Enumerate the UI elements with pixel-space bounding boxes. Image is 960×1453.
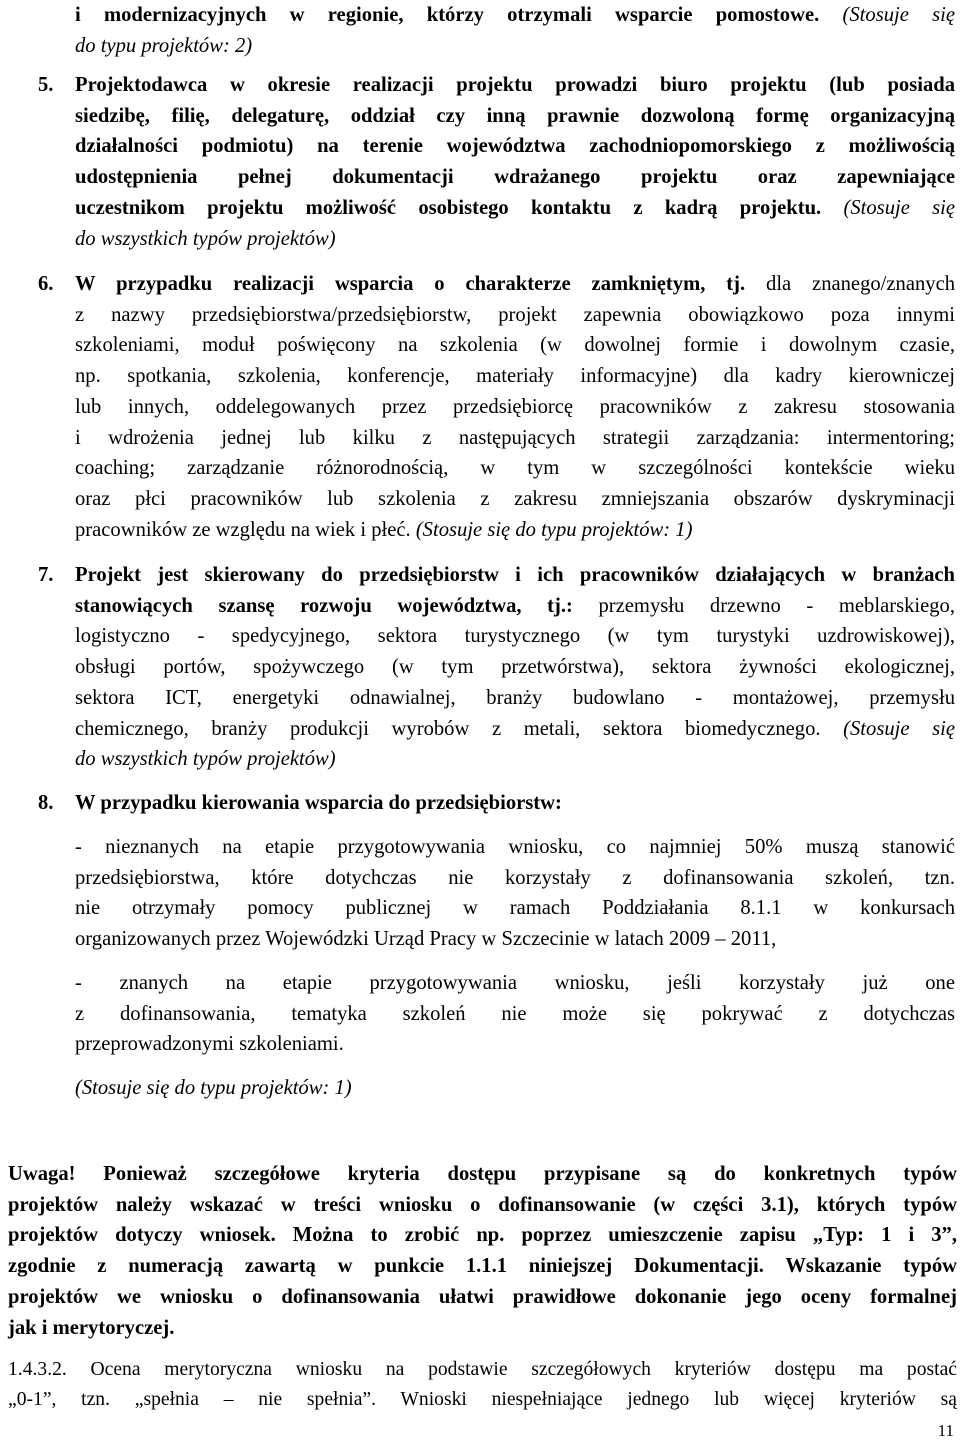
section-line: 1.4.3.2. Ocena merytoryczna wniosku na podstawie szczegółowych kryteriów dostępu ma postać	[8, 1359, 957, 1380]
item-5-text: uczestnikom projektu możliwość osobistego kontaktu z kadrą projektu.	[75, 196, 822, 219]
intro-block	[75, 0, 955, 61]
item-6-note: (Stosuje się do typu projektów: 1)	[415, 518, 693, 541]
item-6-line: lub innych, oddelegowanych przez przedsiębiorcę pracowników z zakresu stosowania	[75, 395, 955, 418]
section-1-4-3-2	[8, 1355, 957, 1414]
item-7-line	[75, 591, 955, 622]
item-6-line: i wdrożenia jednej lub kilku z następujących strategii zarządzania: intermentoring;	[75, 426, 955, 449]
section-line: „0-1”, tzn. „spełnia – nie spełnia”. Wnioski niespełniające jednego lub więcej kryteriów są	[8, 1388, 957, 1410]
uwaga-line: jak i merytoryczej.	[8, 1316, 175, 1339]
uwaga-block	[8, 1159, 957, 1343]
item-5-line: udostępnienia pełnej dokumentacji wdrażanego projektu oraz zapewniające	[75, 166, 955, 189]
page-number: 11	[937, 1421, 954, 1440]
uwaga-line: zgodnie z numeracją zawartą w punkcie 1.1.1 niniejszej Dokumentacji. Wskazanie typów	[8, 1255, 957, 1278]
item-8	[75, 788, 955, 819]
uwaga-line: projektów dotyczy wniosek. Można to zrobić np. poprzez umieszczenie zapisu „Typ: 1 i 3”,	[8, 1224, 957, 1247]
item-6-line: coaching; zarządzanie różnorodnością, w tym w szczególności kontekście wieku	[75, 457, 955, 480]
item-7-text: chemicznego, branży produkcji wyrobów z metali, sektora biomedycznego.	[75, 717, 821, 740]
item-6-heading: W przypadku realizacji wsparcia o charakterze zamkniętym, tj.	[75, 273, 746, 295]
item-8-sub-1-line: przedsiębiorstwa, które dotychczas nie korzystały z dofinansowania szkoleń, tzn.	[75, 866, 955, 889]
item-7-note-line: do wszystkich typów projektów)	[75, 748, 336, 771]
item-5-line: Projektodawca w okresie realizacji projektu prowadzi biuro projektu (lub posiada	[75, 74, 955, 96]
item-6-text: dla znanego/znanych	[766, 273, 956, 295]
item-8-sub-1	[75, 832, 955, 955]
item-7-line: Projekt jest skierowany do przedsiębiorstw i ich pracowników działających w branżach	[75, 564, 955, 586]
uwaga-line: projektów należy wskazać w treści wniosku o dofinansowanie (w części 3.1), których typów	[8, 1193, 957, 1216]
item-7-line	[75, 714, 955, 745]
intro-line-1	[75, 0, 955, 31]
uwaga-line: Uwaga! Ponieważ szczegółowe kryteria dostępu przypisane są do konkretnych typów	[8, 1163, 957, 1185]
item-5-line	[75, 193, 955, 224]
intro-note: (Stosuje się	[842, 4, 956, 26]
item-8-sub-1-line: organizowanych przez Wojewódzki Urząd Pracy w Szczecinie w latach 2009 – 2011,	[75, 928, 777, 951]
intro-text: i modernizacyjnych w regionie, którzy otrzymali wsparcie pomostowe.	[75, 4, 820, 26]
item-8-sub-2-line: - znanych na etapie przygotowywania wniosku, jeśli korzystały już one	[75, 972, 955, 994]
item-8-heading: W przypadku kierowania wsparcia do przedsiębiorstw:	[75, 792, 562, 814]
item-7-line: obsługi portów, spożywczego (w tym przetwórstwa), sektora żywności ekologicznej,	[75, 656, 955, 679]
item-5-note-line: do wszystkich typów projektów)	[75, 227, 336, 250]
item-7-text: przemysłu drzewno - meblarskiego,	[598, 594, 955, 617]
uwaga-line: projektów we wniosku o dofinansowania ułatwi prawidłowe dokonanie jego oceny formalnej	[8, 1285, 957, 1308]
item-6-text: pracowników ze względu na wiek i płeć.	[75, 518, 411, 541]
item-8-sub-1-line: - nieznanych na etapie przygotowywania wniosku, co najmniej 50% muszą stanowić	[75, 836, 955, 858]
item-6-line: np. spotkania, szkolenia, konferencje, materiały informacyjne) dla kadry kierowniczej	[75, 365, 955, 388]
item-6-line	[75, 515, 955, 546]
item-7-heading: stanowiących szansę rozwoju województwa, tj.:	[75, 594, 573, 617]
item-5	[75, 70, 955, 254]
item-8-note: (Stosuje się do typu projektów: 1)	[75, 1077, 352, 1099]
item-6-line: z nazwy przedsiębiorstwa/przedsiębiorstw, projekt zapewnia obowiązkowo poza innymi	[75, 303, 955, 326]
item-8-sub-1-line: nie otrzymały pomocy publicznej w ramach Poddziałania 8.1.1 w konkursach	[75, 897, 955, 920]
item-7-number: 7.	[38, 564, 54, 586]
item-6	[75, 269, 955, 545]
item-6-line	[75, 269, 955, 300]
item-7	[75, 560, 955, 775]
item-7-note: (Stosuje się	[843, 717, 955, 740]
item-8-sub-2	[75, 968, 955, 1060]
item-6-line: szkoleniami, moduł poświęcony na szkolenia (w dowolnej formie i dowolnym czasie,	[75, 334, 955, 357]
item-8-note-block	[75, 1073, 955, 1104]
item-5-note: (Stosuje się	[843, 196, 956, 219]
item-5-line: działalności podmiotu) na terenie województwa zachodniopomorskiego z możliwością	[75, 135, 955, 158]
item-8-sub-2-line: przeprowadzonymi szkoleniami.	[75, 1033, 344, 1056]
intro-line-2: do typu projektów: 2)	[75, 34, 253, 57]
item-7-line: sektora ICT, energetyki odnawialnej, branży budowlano - montażowej, przemysłu	[75, 686, 955, 709]
item-8-number: 8.	[38, 792, 54, 814]
item-7-line: logistyczno - spedycyjnego, sektora turystycznego (w tym turystyki uzdrowiskowej),	[75, 625, 955, 648]
item-6-line: oraz płci pracowników lub szkolenia z zakresu zmniejszania obszarów dyskryminacji	[75, 487, 955, 510]
item-8-sub-2-line: z dofinansowania, tematyka szkoleń nie może się pokrywać z dotychczas	[75, 1002, 955, 1025]
item-5-line: siedzibę, filię, delegaturę, oddział czy inną prawnie dozwoloną formę organizacyjną	[75, 104, 955, 127]
item-5-number: 5.	[38, 74, 54, 96]
item-6-number: 6.	[38, 273, 54, 295]
